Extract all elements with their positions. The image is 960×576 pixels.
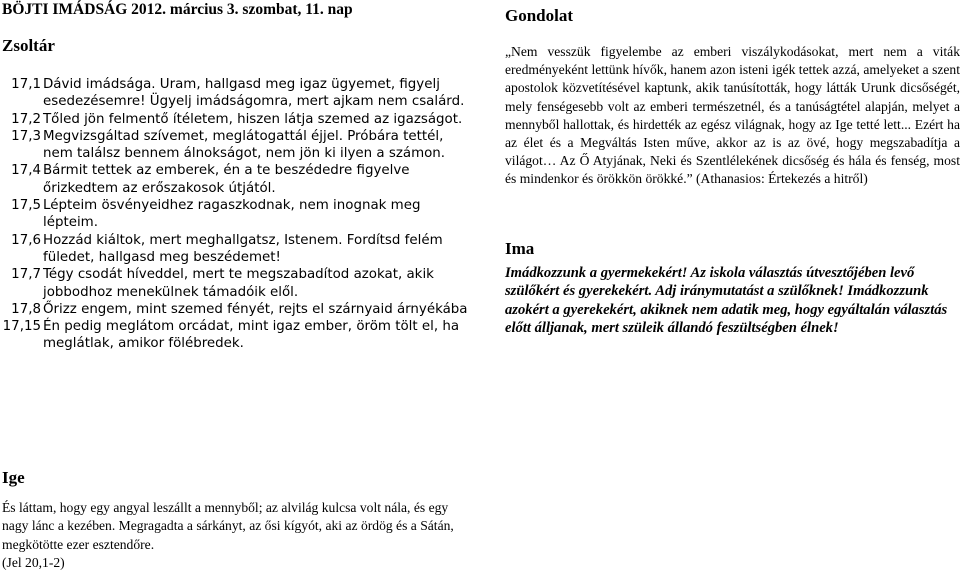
gondolat-heading: Gondolat bbox=[505, 6, 574, 25]
psalm-verse bbox=[0, 318, 476, 353]
verse-number: 17,6 bbox=[11, 232, 41, 248]
psalm-verse bbox=[6, 197, 476, 232]
verse-number: 17,2 bbox=[11, 111, 41, 127]
verse-number: 17,8 bbox=[11, 301, 41, 317]
verse-number: 17,3 bbox=[11, 128, 41, 144]
verse-text: Lépteim ösvényeidhez ragaszkodnak, nem inognak meg lépteim. bbox=[43, 198, 421, 231]
psalm-verse bbox=[6, 162, 476, 197]
verse-number: 17,1 bbox=[11, 77, 41, 92]
psalm-verse-list bbox=[2, 76, 476, 353]
psalm-verse bbox=[6, 111, 476, 128]
verse-number: 17,4 bbox=[11, 163, 41, 179]
ima-heading: Ima bbox=[505, 239, 535, 258]
ige-heading: Ige bbox=[2, 468, 25, 487]
verse-text: Tőled jön felmentő ítéletem, hiszen látja szemed az igazságot. bbox=[43, 111, 463, 127]
ige-passage bbox=[2, 499, 457, 572]
verse-text: Dávid imádsága. Uram, hallgasd meg igaz ügyemet, figyelj esedezésemre! Ügyelj imádságomra, mert ajkam nem csalárd. bbox=[43, 77, 465, 110]
verse-text: Én pedig meglátom orcádat, mint igaz ember, öröm tölt el, ha meglátlak, amikor fölébredek. bbox=[43, 319, 460, 352]
psalm-verse bbox=[6, 128, 476, 163]
gondolat-text: „Nem vesszük figyelembe az emberi viszálykodásokat, mert nem a viták eredményeként lettünk hívők, hanem azon isteni igék tettek azzá, amelyeket a szent apostolok közvetítésével kaptunk, akik tanúsították, hogy látták Urunk dicsőségét, mely fenségesebb volt az emberi természetnél, és a tanúságtétel alapján, melyet a mennyből hallottak, és hirdették az egész világnak, hogy az Ige tetté lett... Ezért ha az élet és a Megváltás Isten műve, akkor az is az övé, hogy megszabadítja a világot… Az Ő Atyjának, Neki és Szentlélekének dicsőség és hála és fenség, most és mindenkor és örökkön örökké.” (Athanasios: Értekezés a hitről) bbox=[505, 44, 960, 187]
verse-number: 17,7 bbox=[11, 267, 41, 283]
verse-text: Tégy csodát híveddel, mert te megszabadítod azokat, akik jobbodhoz menekülnek támadóik elől. bbox=[43, 267, 434, 300]
psalm-verse bbox=[6, 266, 476, 301]
psalm-verse bbox=[6, 232, 476, 267]
verse-text: Megvizsgáltad szívemet, meglátogattál éjjel. Próbára tettél, nem találsz bennem álnokságot, nem jön ki ilyen a számon. bbox=[43, 128, 446, 162]
verse-text: Hozzád kiáltok, mert meghallgatsz, Istenem. Fordítsd felém füledet, hallgasd meg beszédemet! bbox=[43, 232, 443, 265]
verse-number: 17,15 bbox=[2, 319, 41, 335]
ige-reference: (Jel 20,1-2) bbox=[2, 554, 65, 570]
psalm-verse bbox=[6, 76, 476, 111]
ima-text: Imádkozzunk a gyermekekért! Az iskola választás útvesztőjében levő szülőkért és gyerekekért. Adj iránymutatást a szülőknek! Imádkozzunk azokért a gyerekekért, akiknek nem adatik meg, hogy egyáltalán választás előtt álljanak, mert szüleik állandó feszültségben élnek! bbox=[505, 265, 948, 336]
verse-number: 17,5 bbox=[11, 198, 41, 214]
verse-text: Őrizz engem, mint szemed fényét, rejts el szárnyaid árnyékába bbox=[43, 301, 468, 317]
zsoltar-heading: Zsoltár bbox=[2, 36, 55, 55]
verse-text: Bármit tettek az emberek, én a te beszédedre figyelve őrizkedtem az erőszakosok útjától. bbox=[43, 163, 410, 196]
ige-text: És láttam, hogy egy angyal leszállt a mennyből; az alvilág kulcsa volt nála, és egy nagy lánc a kezében. Megragadta a sárkányt, az ősi kígyót, aki az ördög és a Sátán, megkötötte ezer esztendőre. bbox=[2, 500, 454, 552]
page-title: BÖJTI IMÁDSÁG 2012. március 3. szombat, 11. nap bbox=[2, 1, 353, 18]
psalm-verse bbox=[6, 301, 476, 318]
